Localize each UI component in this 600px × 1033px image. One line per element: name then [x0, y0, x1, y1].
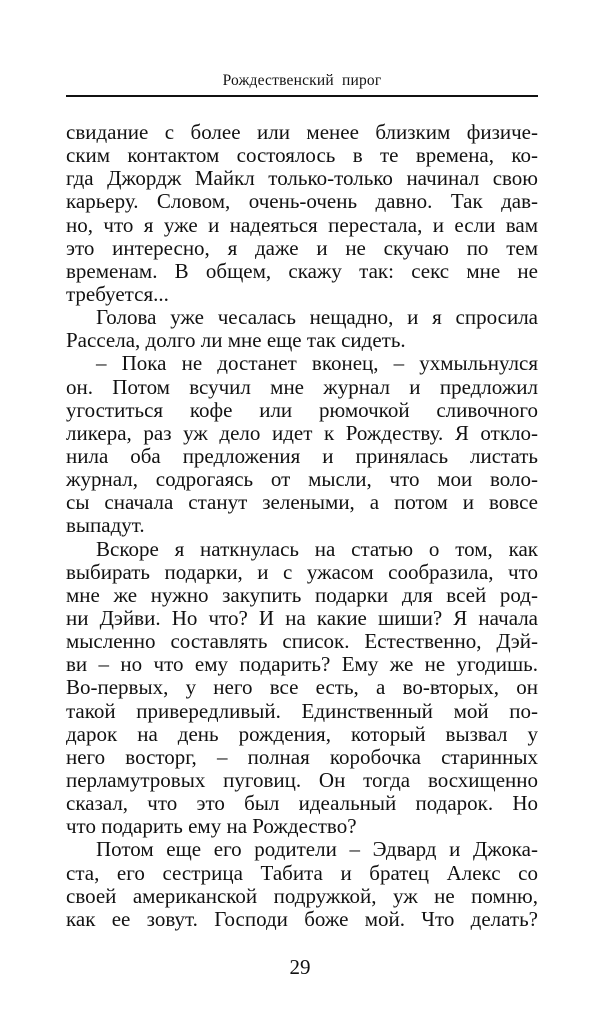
page-body-text — [66, 121, 538, 931]
text-line: дарок на день рождения, который вызвал у — [66, 721, 538, 746]
text-line: Рассела, долго ли мне еще так сидеть. — [66, 328, 406, 353]
text-line: ликера, раз уж дело идет к Рождеству. Я откло- — [66, 420, 538, 445]
text-line: сказал, что это был идеальный подарок. Но — [66, 791, 538, 816]
text-line: мысленно составлять список. Естественно, Дэй- — [66, 629, 538, 654]
text-line: Потом еще его родители – Эдвард и Джока- — [96, 837, 538, 862]
text-line: сы сначала станут зелеными, а потом и вовсе — [66, 490, 538, 515]
text-line: ста, его сестрица Табита и братец Алекс со — [66, 860, 538, 885]
text-line: Вскоре я наткнулась на статью о том, как — [96, 536, 538, 561]
text-line: гда Джордж Майкл только-только начинал свою — [66, 166, 538, 191]
running-header: Рождественский пирог — [222, 72, 382, 89]
text-line: он. Потом всучил мне журнал и предложил — [66, 374, 538, 399]
text-line: свидание с более или менее близким физиче- — [66, 120, 538, 144]
page-number: 29 — [289, 955, 311, 979]
text-line: но, что я уже и надеяться перестала, и если вам — [66, 212, 538, 237]
text-line: выбирать подарки, и с ужасом сообразила, что — [66, 559, 538, 584]
text-line: временам. В общем, скажу так: секс мне не — [66, 258, 538, 283]
text-line: ви – но что ему подарить? Ему же не угодишь. — [66, 652, 538, 677]
text-line: Во-первых, у него все есть, а во-вторых, он — [66, 675, 538, 700]
text-line: что подарить ему на Рождество? — [66, 814, 357, 839]
text-line: своей американской подружкой, уж не помню, — [66, 883, 538, 908]
text-line: перламутровых пуговиц. Он тогда восхищенно — [66, 767, 538, 792]
text-line: как ее зовут. Господи боже мой. Что делать? — [66, 906, 538, 931]
text-line: угоститься кофе или рюмочкой сливочного — [66, 397, 538, 422]
text-line: это интересно, я даже и не скучаю по тем — [66, 235, 538, 260]
text-line: выпадут. — [66, 513, 145, 538]
text-line: него восторг, – полная коробочка старинных — [66, 744, 538, 769]
text-line: – Пока не достанет вконец, – ухмыльнулся — [96, 351, 538, 376]
text-line: нила оба предложения и принялась листать — [66, 443, 538, 468]
text-line: такой привередливый. Единственный мой по- — [66, 698, 538, 723]
text-line: мне же нужно закупить подарки для всей род- — [66, 582, 538, 607]
text-line: Голова уже чесалась нещадно, и я спросила — [96, 305, 538, 330]
text-line: ни Дэйви. Но что? И на какие шиши? Я начала — [66, 605, 538, 630]
text-line: ским контактом состоялось в те времена, ко- — [66, 143, 538, 168]
text-line: требуется... — [66, 281, 169, 306]
header-rule — [66, 95, 538, 97]
text-line: журнал, содрогаясь от мысли, что мои воло- — [66, 467, 538, 492]
text-line: карьеру. Словом, очень-очень давно. Так дав- — [66, 189, 538, 214]
